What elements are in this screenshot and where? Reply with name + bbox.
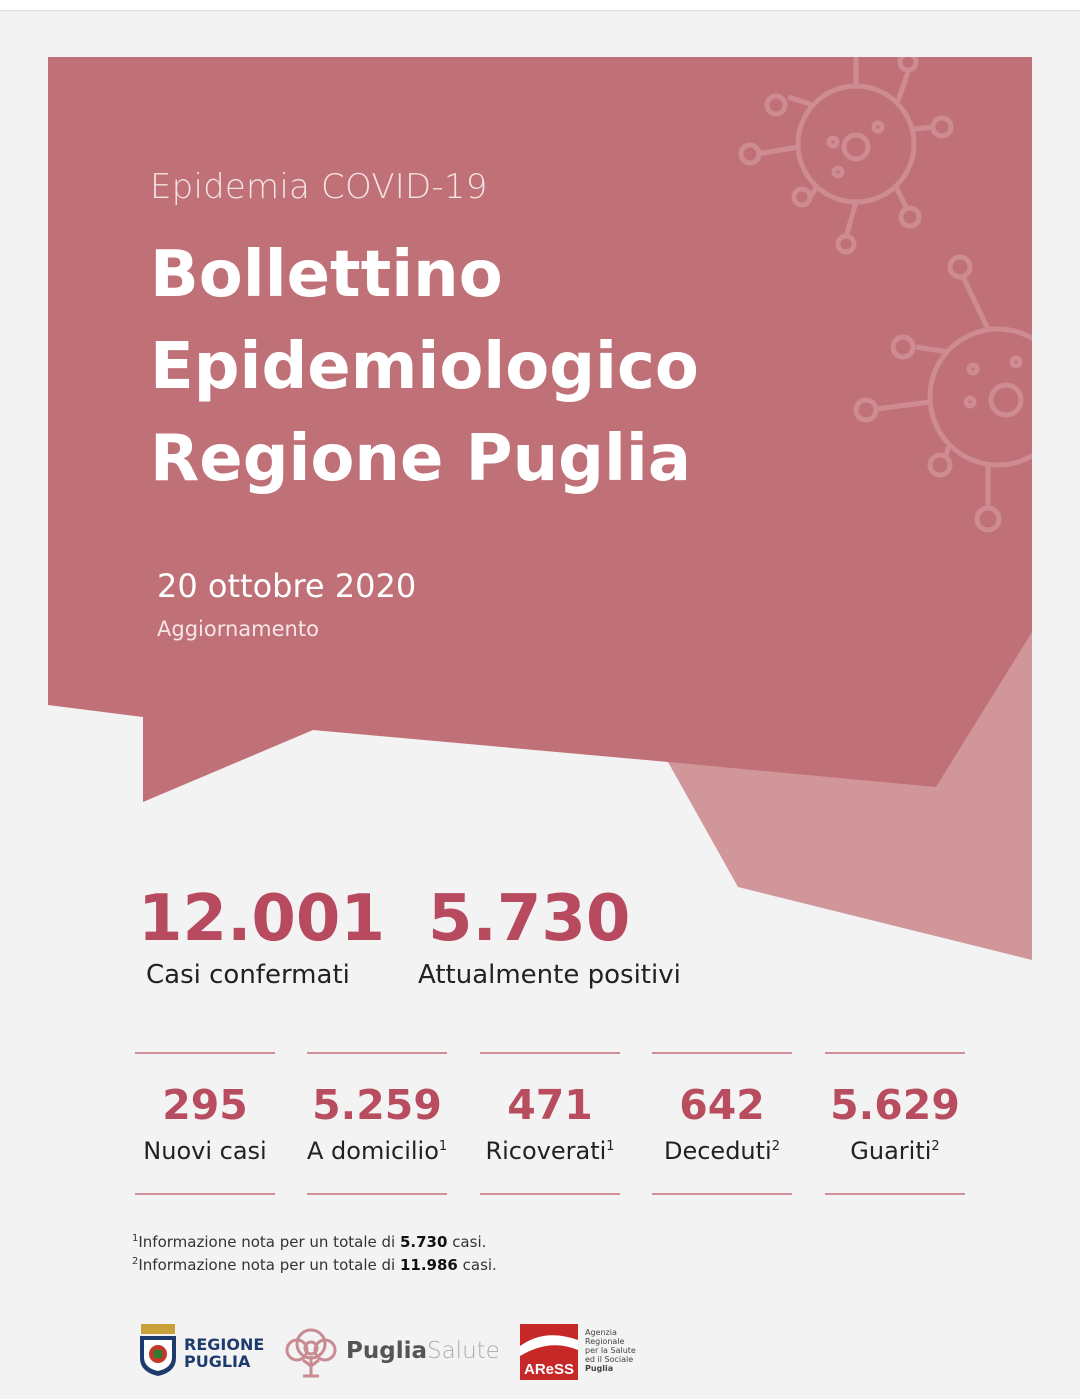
stat-home-isolation <box>307 1052 447 1165</box>
divider <box>307 1052 447 1054</box>
divider <box>480 1193 620 1195</box>
stat-hospitalized <box>480 1052 620 1165</box>
footnote: $^2$Informazione nota per un totale di 11.986 casi. <box>132 1256 497 1274</box>
stat-label: Ricoverati$^1$ <box>485 1137 615 1165</box>
active-cases-value: 5.730 <box>428 882 631 956</box>
bulletin-page <box>48 57 1032 1399</box>
divider <box>825 1193 965 1195</box>
footnotes <box>132 1229 497 1275</box>
puglia-salute-tree-icon <box>283 1326 339 1378</box>
stat-value: 642 <box>679 1081 765 1129</box>
stat-label: Deceduti$^2$ <box>663 1137 780 1165</box>
stat-label: Guariti$^2$ <box>850 1137 940 1165</box>
aress-logo-icon <box>520 1324 578 1380</box>
regione-puglia-crest-icon <box>138 1324 178 1376</box>
footnote-marker: 2 <box>771 1139 780 1154</box>
title-line: Bollettino <box>150 238 503 312</box>
divider <box>825 1052 965 1054</box>
stat-value: 5.629 <box>830 1081 960 1129</box>
stat-value: 5.259 <box>312 1081 442 1129</box>
footnote: $^1$Informazione nota per un totale di 5.730 casi. <box>132 1233 487 1251</box>
stat-deceased <box>652 1052 792 1165</box>
footnote-marker: 1 <box>438 1139 448 1154</box>
svg-text:AReSS: AReSS <box>523 1361 575 1378</box>
update-date-label: Aggiornamento <box>157 617 319 641</box>
title-line: Regione Puglia <box>150 422 691 496</box>
divider <box>135 1052 275 1054</box>
divider <box>480 1052 620 1054</box>
footnote-marker: 1 <box>606 1139 615 1154</box>
stat-new-cases <box>135 1052 275 1165</box>
stat-label: Nuovi casi <box>143 1137 267 1165</box>
top-bar <box>0 0 1080 11</box>
stat-label: A domicilio$^1$ <box>307 1137 448 1165</box>
puglia-salute-logo-text: PugliaSalute <box>346 1338 500 1364</box>
stat-value: 471 <box>507 1081 593 1129</box>
divider <box>652 1193 792 1195</box>
confirmed-cases-label: Casi confermati <box>146 960 350 990</box>
stat-recovered <box>825 1052 965 1165</box>
active-cases-label: Attualmente positivi <box>418 960 681 990</box>
bulletin-title <box>150 229 699 505</box>
partner-logos <box>138 1322 658 1382</box>
title-line: Epidemiologico <box>150 330 699 404</box>
update-date: 20 ottobre 2020 <box>157 567 417 605</box>
divider <box>307 1193 447 1195</box>
stat-value: 295 <box>162 1081 248 1129</box>
aress-logo-text: Agenzia Regionale per la Salute ed il Sociale Puglia <box>585 1328 636 1373</box>
footnote-marker: 2 <box>931 1139 940 1154</box>
confirmed-cases-value: 12.001 <box>138 882 385 956</box>
bulletin-subtitle: Epidemia COVID-19 <box>150 167 488 207</box>
divider <box>652 1052 792 1054</box>
divider <box>135 1193 275 1195</box>
regione-puglia-logo-text: REGIONE PUGLIA <box>184 1335 265 1371</box>
